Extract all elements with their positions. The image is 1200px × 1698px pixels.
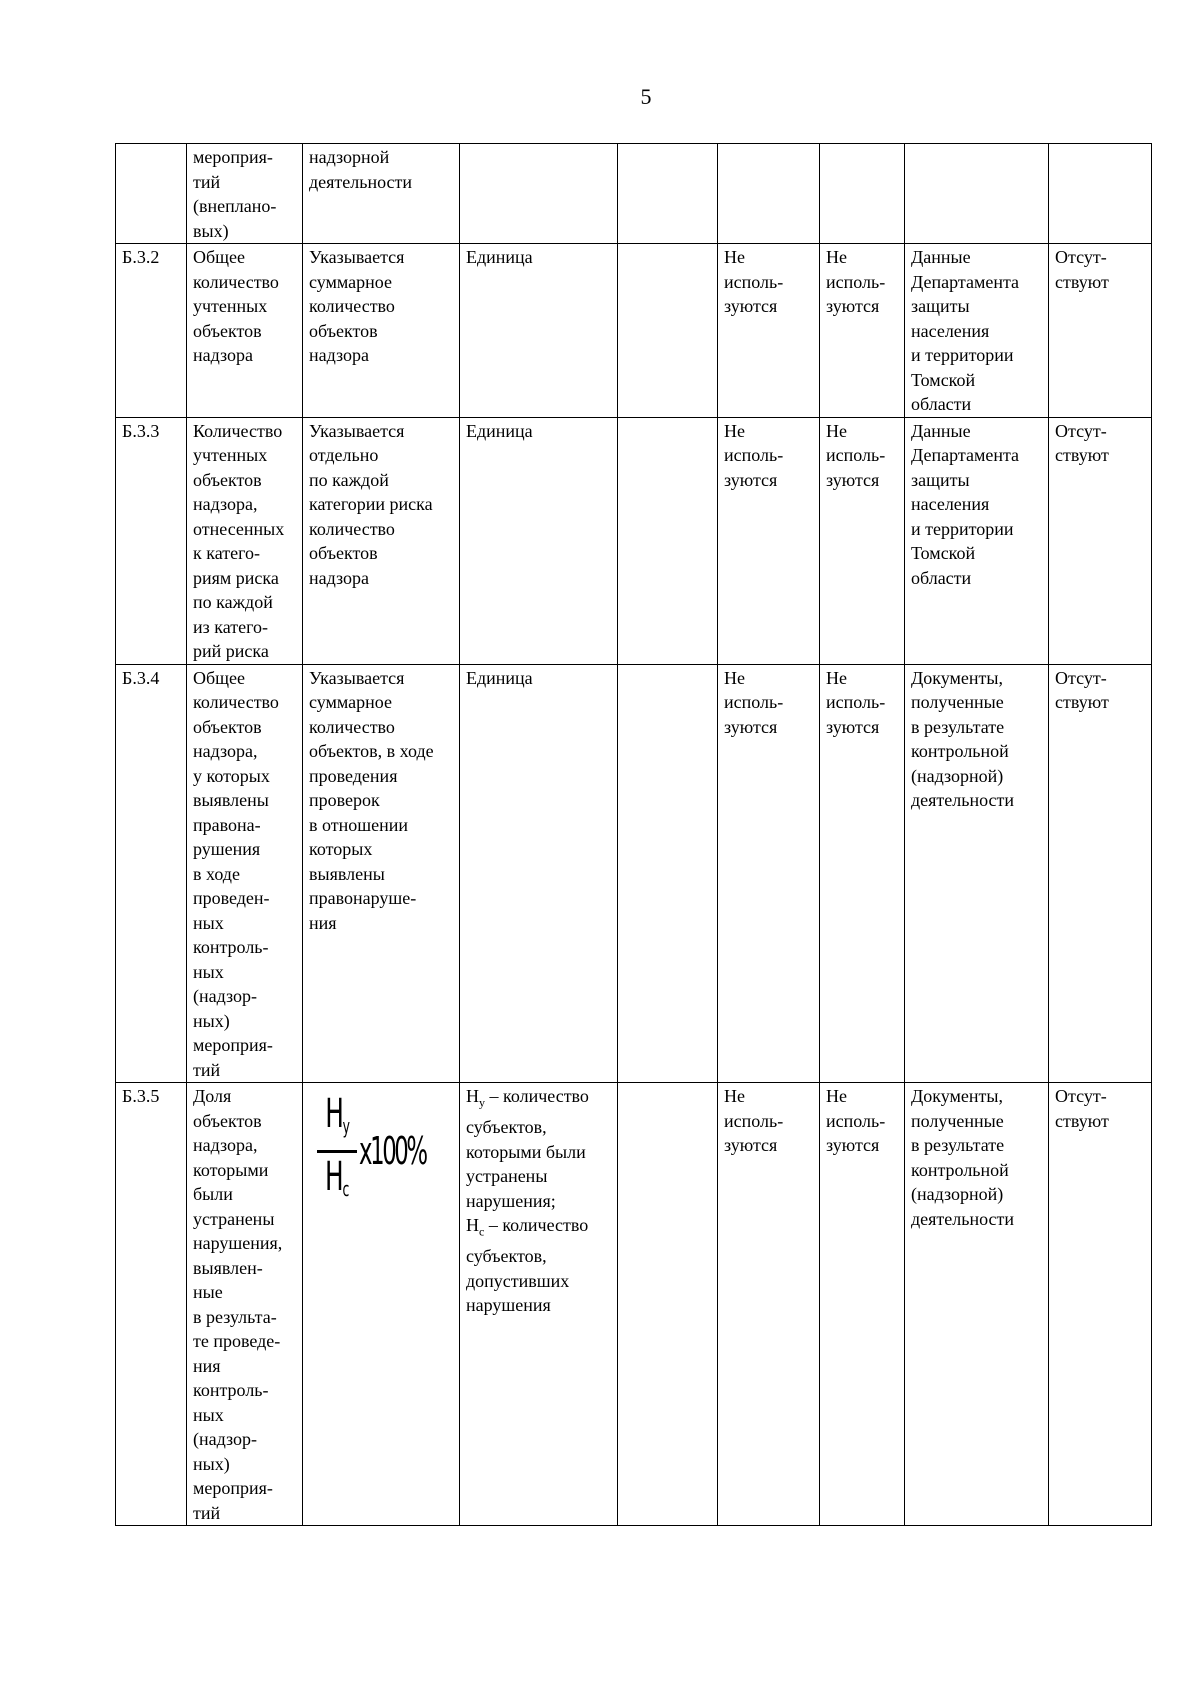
cell-indicator-name: Общее количество объектов надзора, у которых выявлены правона- рушения в ходе проведен- ных контроль- ных (надзор- ных) мероприя- тий bbox=[187, 664, 303, 1083]
formula bbox=[317, 1092, 454, 1211]
cell-col5 bbox=[618, 664, 718, 1083]
cell-description: Указывается отдельно по каждой категории риска количество объектов надзора bbox=[303, 417, 460, 664]
cell-col6: Не исполь- зуются bbox=[718, 1083, 820, 1526]
cell-source: Документы, полученные в результате контрольной (надзорной) деятельности bbox=[905, 664, 1049, 1083]
formula-denominator: $Н_с$ bbox=[325, 1154, 349, 1201]
cell-formula bbox=[303, 1083, 460, 1526]
cell-description: Указывается суммарное количество объектов надзора bbox=[303, 244, 460, 418]
cell-code: Б.3.3 bbox=[116, 417, 187, 664]
table-row bbox=[116, 664, 1152, 1083]
cell-col9: Отсут- ствуют bbox=[1049, 664, 1152, 1083]
cell-description: надзорной деятельности bbox=[303, 144, 460, 244]
cell-description: Указывается суммарное количество объектов, в ходе проведения проверок в отношении которых выявлены правонаруше- ния bbox=[303, 664, 460, 1083]
cell-source: Данные Департамента защиты населения и территории Томской области bbox=[905, 244, 1049, 418]
cell-col6: Не исполь- зуются bbox=[718, 664, 820, 1083]
cell-col6 bbox=[718, 144, 820, 244]
cell-col9 bbox=[1049, 144, 1152, 244]
cell-unit bbox=[460, 144, 618, 244]
formula-multiplier: x100% bbox=[359, 1129, 426, 1174]
cell-col5 bbox=[618, 1083, 718, 1526]
cell-source bbox=[905, 144, 1049, 244]
cell-col9: Отсут- ствуют bbox=[1049, 244, 1152, 418]
cell-col7: Не исполь- зуются bbox=[820, 244, 905, 418]
cell-code bbox=[116, 144, 187, 244]
cell-indicator-name: Доля объектов надзора, которыми были устранены нарушения, выявлен- ные в результа- те проведе- ния контроль- ных (надзор- ных) мероприя- тий bbox=[187, 1083, 303, 1526]
cell-unit: $Н_у$ – количество субъектов, которыми были устранены нарушения; $Н_с$ – количество субъектов, допустивших нарушения bbox=[460, 1083, 618, 1526]
cell-col6: Не исполь- зуются bbox=[718, 417, 820, 664]
cell-source: Данные Департамента защиты населения и территории Томской области bbox=[905, 417, 1049, 664]
cell-col5 bbox=[618, 144, 718, 244]
page-number: 5 bbox=[640, 84, 652, 109]
table-row bbox=[116, 1083, 1152, 1526]
cell-unit: Единица bbox=[460, 417, 618, 664]
cell-indicator-name: Общее количество учтенных объектов надзора bbox=[187, 244, 303, 418]
cell-col7 bbox=[820, 144, 905, 244]
cell-code: Б.3.5 bbox=[116, 1083, 187, 1526]
cell-col9: Отсут- ствуют bbox=[1049, 1083, 1152, 1526]
table-row bbox=[116, 244, 1152, 418]
cell-col7: Не исполь- зуются bbox=[820, 417, 905, 664]
cell-unit: Единица bbox=[460, 244, 618, 418]
cell-code: Б.3.4 bbox=[116, 664, 187, 1083]
cell-indicator-name: Количество учтенных объектов надзора, отнесенных к катего- риям риска по каждой из катего- рий риска bbox=[187, 417, 303, 664]
table-row bbox=[116, 144, 1152, 244]
fraction-bar bbox=[317, 1150, 357, 1153]
cell-unit: Единица bbox=[460, 664, 618, 1083]
cell-code: Б.3.2 bbox=[116, 244, 187, 418]
formula-fraction bbox=[317, 1092, 357, 1211]
cell-source: Документы, полученные в результате контрольной (надзорной) деятельности bbox=[905, 1083, 1049, 1526]
table-row bbox=[116, 417, 1152, 664]
cell-col5 bbox=[618, 244, 718, 418]
cell-col7: Не исполь- зуются bbox=[820, 664, 905, 1083]
cell-col5 bbox=[618, 417, 718, 664]
indicators-table bbox=[115, 143, 1152, 1526]
cell-indicator-name: мероприя- тий (внеплано- вых) bbox=[187, 144, 303, 244]
cell-col9: Отсут- ствуют bbox=[1049, 417, 1152, 664]
cell-col6: Не исполь- зуются bbox=[718, 244, 820, 418]
formula-numerator: $Н_у$ bbox=[325, 1091, 349, 1138]
cell-col7: Не исполь- зуются bbox=[820, 1083, 905, 1526]
